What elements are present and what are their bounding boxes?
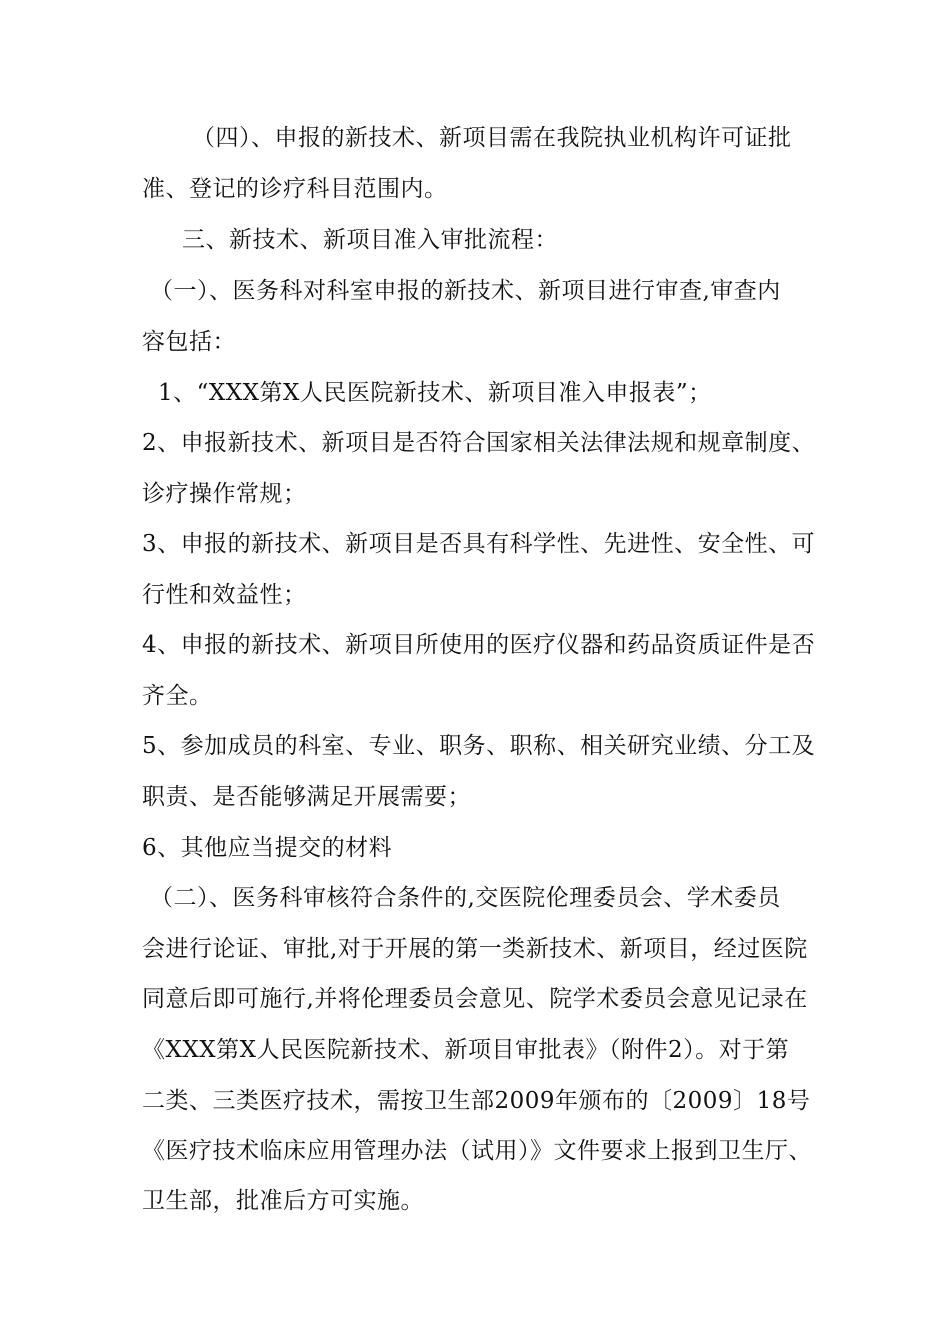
list-item: 1、“XXX第X人民医院新技术、新项目准入申报表”； (158, 380, 712, 406)
paragraph-line: （二）、医务科审核符合条件的,交医院伦理委员会、学术委员 (150, 885, 781, 911)
list-item: 4、申报的新技术、新项目所使用的医疗仪器和药品资质证件是否 (142, 632, 816, 658)
list-item: 5、参加成员的科室、专业、职务、职称、相关研究业绩、分工及 (142, 733, 816, 759)
list-item-continuation: 诊疗操作常规； (142, 481, 307, 507)
paragraph-line: 二类、三类医疗技术，需按卫生部2009年颁布的〔2009〕18号 (142, 1088, 811, 1114)
list-item: 2、申报新技术、新项目是否符合国家相关法律法规和规章制度、 (142, 430, 816, 456)
list-item-continuation: 职责、是否能够满足开展需要； (142, 784, 471, 810)
paragraph-line: 《医疗技术临床应用管理办法（试用）》文件要求上报到卫生厅、 (142, 1138, 812, 1164)
list-item: 6、其他应当提交的材料 (142, 835, 393, 861)
list-item: 3、申报的新技术、新项目是否具有科学性、先进性、安全性、可 (142, 531, 816, 557)
paragraph-line: （一）、医务科对科室申报的新技术、新项目进行审查,审查内 (150, 278, 781, 304)
paragraph-line: （四）、申报的新技术、新项目需在我院执业机构许可证批 (192, 125, 792, 151)
list-item-continuation: 齐全。 (142, 683, 213, 709)
paragraph-line: 容包括： (142, 329, 236, 355)
list-item-continuation: 行性和效益性； (142, 582, 307, 608)
section-heading: 三、新技术、新项目准入审批流程： (182, 227, 558, 253)
paragraph-line: 《XXX第X人民医院新技术、新项目审批表》（附件2）。对于第 (142, 1037, 790, 1063)
paragraph-line: 准、登记的诊疗科目范围内。 (142, 176, 448, 202)
paragraph-line: 会进行论证、审批,对于开展的第一类新技术、新项目，经过医院 (142, 936, 808, 962)
paragraph-line: 卫生部，批准后方可实施。 (142, 1188, 424, 1214)
paragraph-line: 同意后即可施行,并将伦理委员会意见、院学术委员会意见记录在 (142, 986, 808, 1012)
